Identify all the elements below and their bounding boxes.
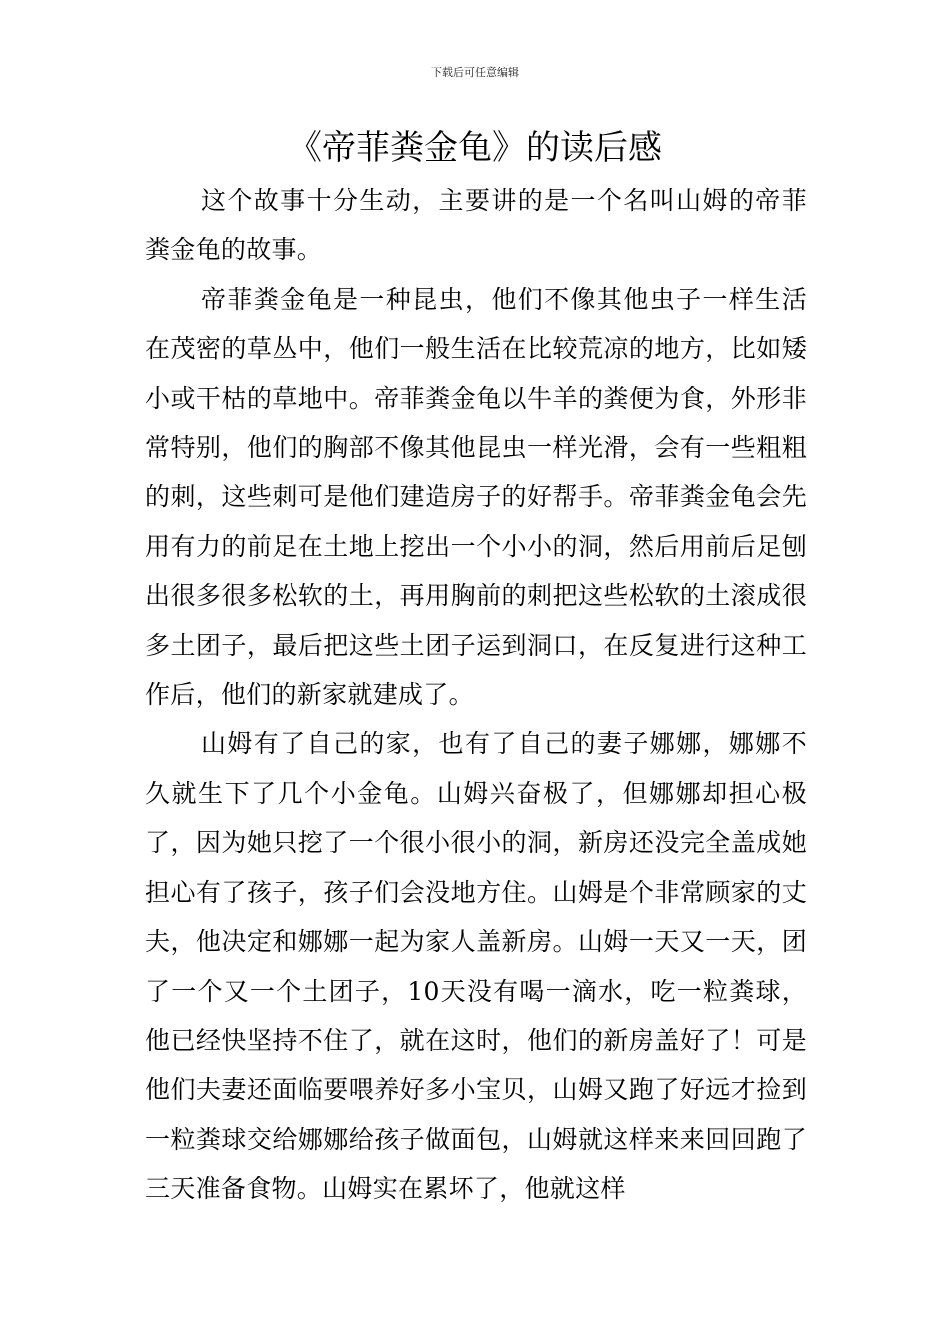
document-title: 《帝菲粪金龟》的读后感 [288, 128, 662, 168]
document-body [145, 176, 807, 1214]
paragraph-2: 帝菲粪金龟是一种昆虫，他们不像其他虫子一样生活在茂密的草丛中，他们一般生活在比较荒凉的地方，比如矮小或干枯的草地中。帝菲粪金龟以牛羊的粪便为食，外形非常特别，他们的胸部不像其他昆虫一样光滑，会有一些粗粗的刺，这些刺可是他们建造房子的好帮手。帝菲粪金龟会先用有力的前足在土地上挖出一个小小的洞，然后用前后足刨出很多很多松软的土，再用胸前的刺把这些松软的土滚成很多土团子，最后把这些土团子运到洞口，在反复进行这种工作后，他们的新家就建成了。 [145, 284, 807, 710]
header-note: 下载后可任意编辑 [431, 66, 519, 79]
paragraph-1: 这个故事十分生动，主要讲的是一个名叫山姆的帝菲粪金龟的故事。 [145, 186, 807, 265]
paragraph-3: 山姆有了自己的家，也有了自己的妻子娜娜，娜娜不久就生下了几个小金龟。山姆兴奋极了，但娜娜却担心极了，因为她只挖了一个很小很小的洞，新房还没完全盖成她担心有了孩子，孩子们会没地方住。山姆是个非常顾家的丈夫，他决定和娜娜一起为家人盖新房。山姆一天又一天，团了一个又一个土团子，10天没有喝一滴水，吃一粒粪球，他已经快坚持不住了，就在这时，他们的新房盖好了！可是他们夫妻还面临要喂养好多小宝贝，山姆又跑了好远才捡到一粒粪球交给娜娜给孩子做面包，山姆就这样来来回回跑了三天准备食物。山姆实在累坏了，他就这样 [145, 729, 807, 1204]
